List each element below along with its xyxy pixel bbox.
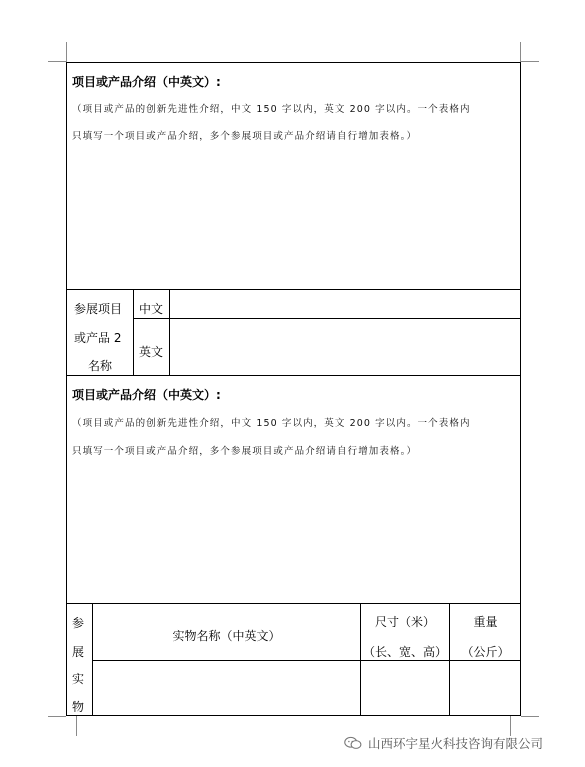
chinese-label: 中文 [139,302,164,316]
crop-mark-bottom-right-h [521,716,539,717]
section2-heading: 项目或产品介绍（中英文）: [72,388,221,402]
crop-mark-top-left-h [48,61,66,62]
crop-mark-bottom-left-h [48,716,66,717]
section1-note-line1: （项目或产品的创新先进性介绍，中文 150 字以内，英文 200 字以内。一个表格内 [72,104,471,115]
crop-mark-bottom-left-v [76,716,77,736]
exhibit-side-char-3: 实 [72,672,85,686]
name-label-divider [133,289,134,375]
name-label-line2: 或产品 2 [74,331,122,345]
exhibit-size-header-line1: 尺寸（米） [374,615,435,629]
section2-note-line1: （项目或产品的创新先进性介绍，中文 150 字以内，英文 200 字以内。一个表格内 [72,418,471,429]
exhibit-name-cell[interactable] [93,661,360,716]
section2-content-area[interactable] [67,465,520,602]
exhibit-weight-header-line2: （公斤） [461,645,510,659]
watermark [344,733,543,753]
exhibit-size-header-line2: （长、宽、高） [362,645,447,659]
watermark-text: 山西环宇星火科技咨询有限公司 [368,736,544,751]
exhibit-name-header: 实物名称（中英文） [172,629,281,643]
exhibit-size-cell[interactable] [361,661,449,716]
exhibit-side-char-4: 物 [72,700,85,714]
exhibit-weight-cell[interactable] [450,661,520,716]
section2-note-line2: 只填写一个项目或产品介绍，多个参展项目或产品介绍请自行增加表格。） [72,446,418,457]
english-name-field[interactable] [170,319,520,375]
exhibit-side-char-1: 参 [72,616,85,630]
section2-bottom-border [66,603,521,604]
section1-heading: 项目或产品介绍（中英文）: [72,75,221,89]
section1-content-area[interactable] [67,150,520,288]
name-row-bottom-border [66,375,521,376]
wechat-icon [344,736,362,750]
crop-mark-top-right-h [521,61,539,62]
name-label-line1: 参展项目 [74,302,123,316]
english-label: 英文 [139,345,164,359]
chinese-name-field[interactable] [170,290,520,318]
crop-mark-top-right-v [520,42,521,62]
name-label-line3: 名称 [88,359,113,373]
crop-mark-top-left-v [66,42,67,62]
exhibit-weight-header-line1: 重量 [473,615,498,629]
exhibit-side-char-2: 展 [72,645,85,659]
section1-note-line2: 只填写一个项目或产品介绍，多个参展项目或产品介绍请自行增加表格。） [72,131,418,142]
